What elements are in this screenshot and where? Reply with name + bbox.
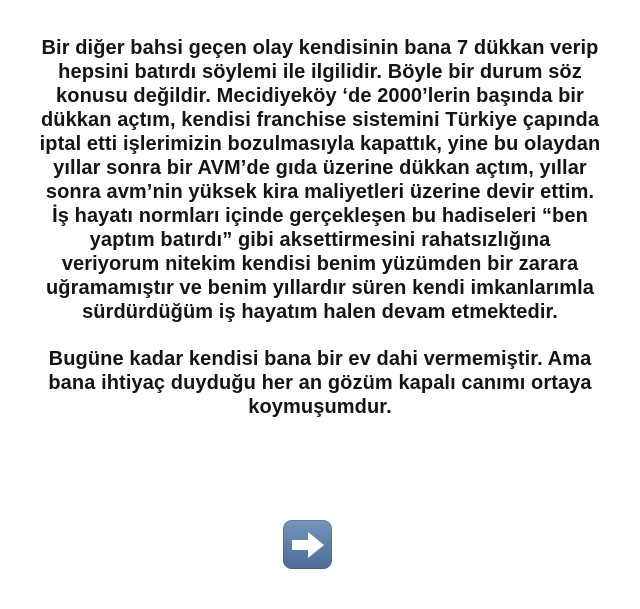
message-text [0, 36, 640, 419]
text-line: konusu değildir. Mecidiyeköy ‘de 2000’lerin başında bir [56, 85, 584, 107]
text-line: hepsini batırdı söylemi ile ilgilidir. Böyle bir durum söz [58, 61, 582, 83]
text-line: Bugüne kadar kendisi bana bir ev dahi vermemiştir. Ama [48, 348, 592, 370]
text-line: bana ihtiyaç duyduğu her an gözüm kapalı canımı ortaya [48, 372, 592, 394]
right-arrow-icon [290, 530, 326, 560]
text-line: iptal etti işlerimizin bozulmasıyla kapattık, yine bu olaydan [39, 133, 601, 155]
text-line: İş hayatı normları içinde gerçekleşen bu hadiseleri “ben [52, 205, 588, 227]
text-line: dükkan açtım, kendisi franchise sistemini Türkiye çapında [40, 109, 600, 131]
paragraph-2 [0, 347, 640, 419]
text-line: sürdürdüğüm iş hayatım halen devam etmektedir. [82, 301, 558, 323]
text-line: sonra avm’nin yüksek kira maliyetleri üzerine devir ettim. [45, 181, 595, 203]
text-line: veriyorum nitekim kendisi benim yüzümden bir zarara [61, 253, 579, 275]
paragraph-1 [0, 36, 640, 324]
text-line: uğramamıştır ve benim yıllardır süren kendi imkanlarımla [45, 277, 595, 299]
text-line: Bir diğer bahsi geçen olay kendisinin bana 7 dükkan verip [41, 37, 599, 59]
text-line: yıllar sonra bir AVM’de gıda üzerine dükkan açtım, yıllar [53, 157, 587, 179]
text-line: yaptım batırdı” gibi aksettirmesini rahatsızlığına [89, 229, 551, 251]
next-arrow-button[interactable] [283, 520, 332, 569]
text-line: koymuşumdur. [248, 396, 392, 418]
paragraph-spacer [0, 324, 640, 347]
